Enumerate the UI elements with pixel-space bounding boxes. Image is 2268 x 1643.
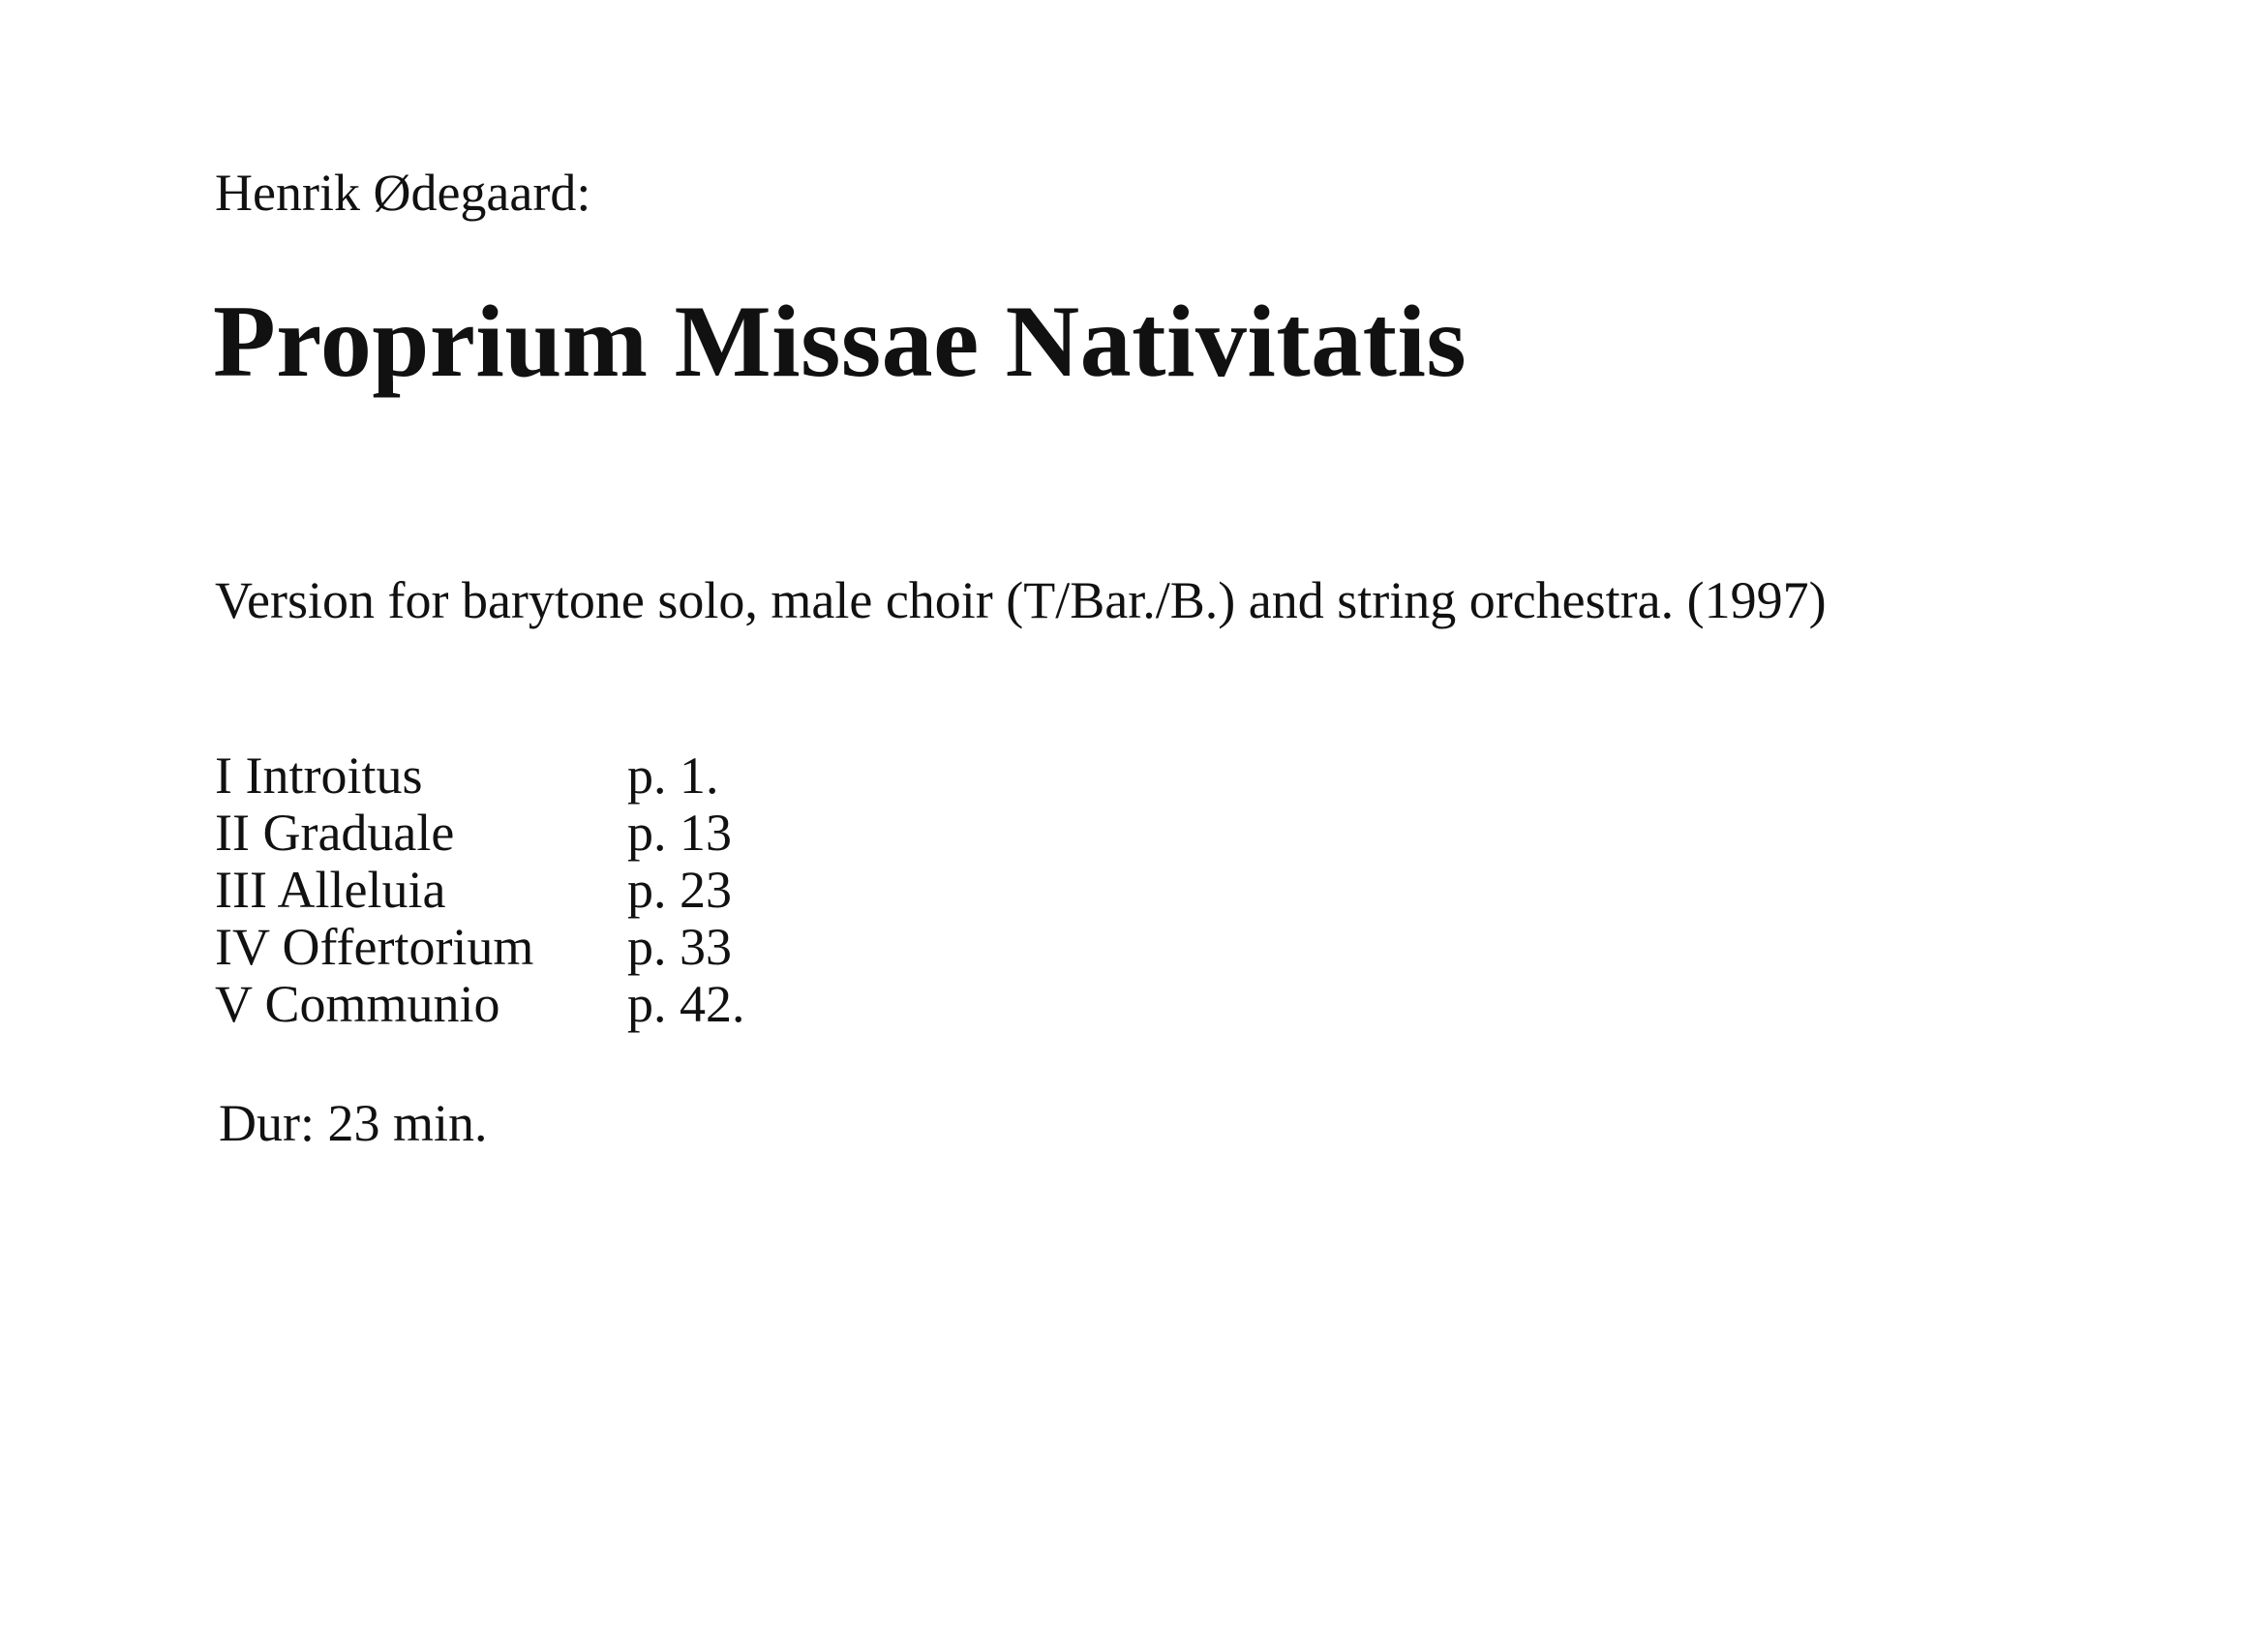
movement-item <box>215 747 821 805</box>
movement-name: IV Offertorium <box>215 918 534 976</box>
movement-page: p. 23 <box>627 861 732 919</box>
work-title: Proprium Missae Nativitatis <box>213 285 1467 398</box>
movement-page: p. 42. <box>627 975 745 1033</box>
composer-name: Henrik Ødegaard: <box>215 164 591 222</box>
movement-item <box>215 919 821 976</box>
movement-name: I Introitus <box>215 746 423 805</box>
movement-item <box>215 805 821 862</box>
movement-name: II Graduale <box>215 804 455 862</box>
movement-page: p. 13 <box>627 804 732 862</box>
version-description: Version for barytone solo, male choir (T/Bar./B.) and string orchestra. (1997) <box>215 571 1827 629</box>
movement-list <box>215 747 821 1033</box>
movement-page: p. 1. <box>627 746 719 805</box>
movement-item <box>215 862 821 919</box>
movement-page: p. 33 <box>627 918 732 976</box>
movement-name: III Alleluia <box>215 861 446 919</box>
duration-text: Dur: 23 min. <box>219 1094 488 1152</box>
movement-name: V Communio <box>215 975 500 1033</box>
movement-item <box>215 976 821 1033</box>
